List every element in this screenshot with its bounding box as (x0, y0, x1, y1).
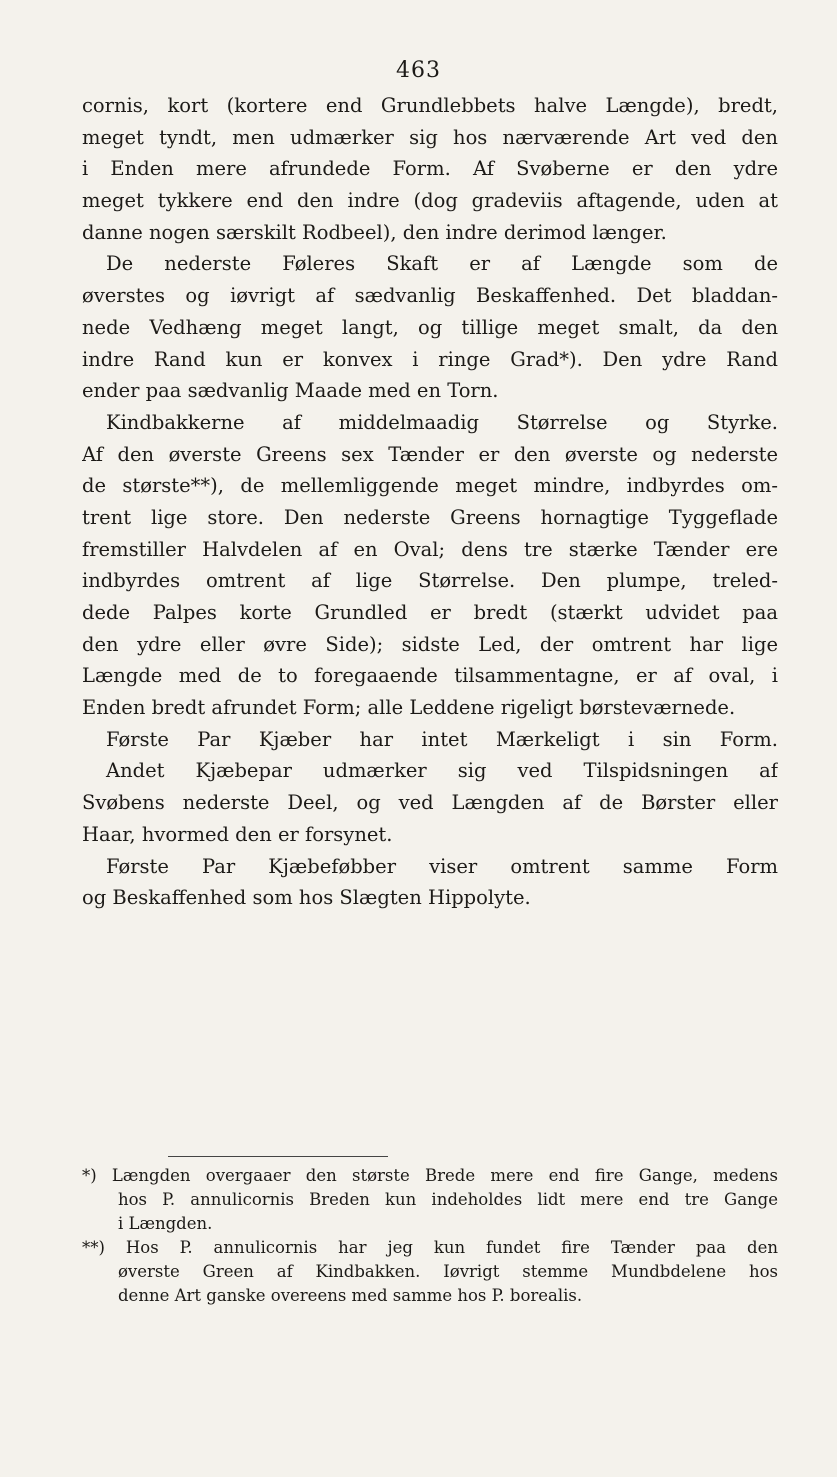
text-line: cornis, kort (kortere end Grundlebbets halve Længde), bredt, (82, 94, 778, 117)
footnote-line: *) Længden overgaaer den største Brede mere end fire Gange, medens (82, 1166, 778, 1185)
footnote-line: hos P. annulicornis Breden kun indeholdes lidt mere end tre Gange (118, 1190, 778, 1209)
text-line: Længde med de to foregaaende tilsammentagne, er af oval, i (82, 664, 778, 688)
text-line: nede Vedhæng meget langt, og tillige meget smalt, da den (82, 315, 778, 339)
text-line: De nederste Føleres Skaft er af Længde som de (106, 252, 778, 276)
footnote-divider (168, 1156, 388, 1157)
text-line: Af den øverste Greens sex Tænder er den øverste og nederste (82, 442, 778, 466)
text-line: Andet Kjæbepar udmærker sig ved Tilspidsningen af (106, 759, 778, 783)
text-line: øverstes og iøvrigt af sædvanlig Beskaffenhed. Det bladdan- (82, 284, 778, 308)
text-line: meget tykkere end den indre (dog gradeviis aftagende, uden at (82, 189, 778, 213)
text-line: trent lige store. Den nederste Greens hornagtige Tyggeflade (82, 505, 778, 529)
text-line: Første Par Kjæbeføbber viser omtrent samme Form (106, 854, 778, 878)
text-line: ender paa sædvanlig Maade med en Torn. (82, 379, 499, 403)
text-line: Haar, hvormed den er forsynet. (82, 822, 393, 846)
text-line: fremstiller Halvdelen af en Oval; dens tre stærke Tænder ere (82, 537, 778, 561)
text-line: indre Rand kun er konvex i ringe Grad*). Den ydre Rand (82, 347, 778, 371)
text-line: meget tyndt, men udmærker sig hos nærværende Art ved den (82, 125, 778, 149)
body-text (82, 90, 778, 914)
footnote-line: øverste Green af Kindbakken. Iøvrigt stemme Mundbdelene hos (118, 1262, 778, 1281)
page-number: 463 (396, 58, 441, 83)
text-line: dede Palpes korte Grundled er bredt (stærkt udvidet paa (82, 601, 778, 624)
text-line: Kindbakkerne af middelmaadig Størrelse og Styrke. (106, 410, 778, 434)
text-line: indbyrdes omtrent af lige Størrelse. Den plumpe, treled- (82, 569, 778, 593)
footnotes (82, 1164, 778, 1308)
text-line: i Enden mere afrundede Form. Af Svøberne er den ydre (82, 157, 778, 181)
text-line: danne nogen særskilt Rodbeel), den indre derimod længer. (82, 220, 667, 244)
footnote-line: denne Art ganske overeens med samme hos P. borealis. (118, 1286, 583, 1305)
text-line: Første Par Kjæber har intet Mærkeligt i sin Form. (106, 727, 778, 751)
footnote-line: i Længden. (118, 1214, 213, 1233)
text-line: Enden bredt afrundet Form; alle Leddene rigeligt børsteværnede. (82, 696, 736, 720)
footnote-line: **) Hos P. annulicornis har jeg kun fundet fire Tænder paa den (82, 1238, 778, 1257)
text-line: de største**), de mellemliggende meget mindre, indbyrdes om- (82, 474, 778, 498)
text-line: Svøbens nederste Deel, og ved Længden af de Børster eller (82, 791, 778, 815)
text-line: den ydre eller øvre Side); sidste Led, der omtrent har lige (82, 632, 778, 656)
text-line: og Beskaffenhed som hos Slægten Hippolyte. (82, 886, 531, 910)
